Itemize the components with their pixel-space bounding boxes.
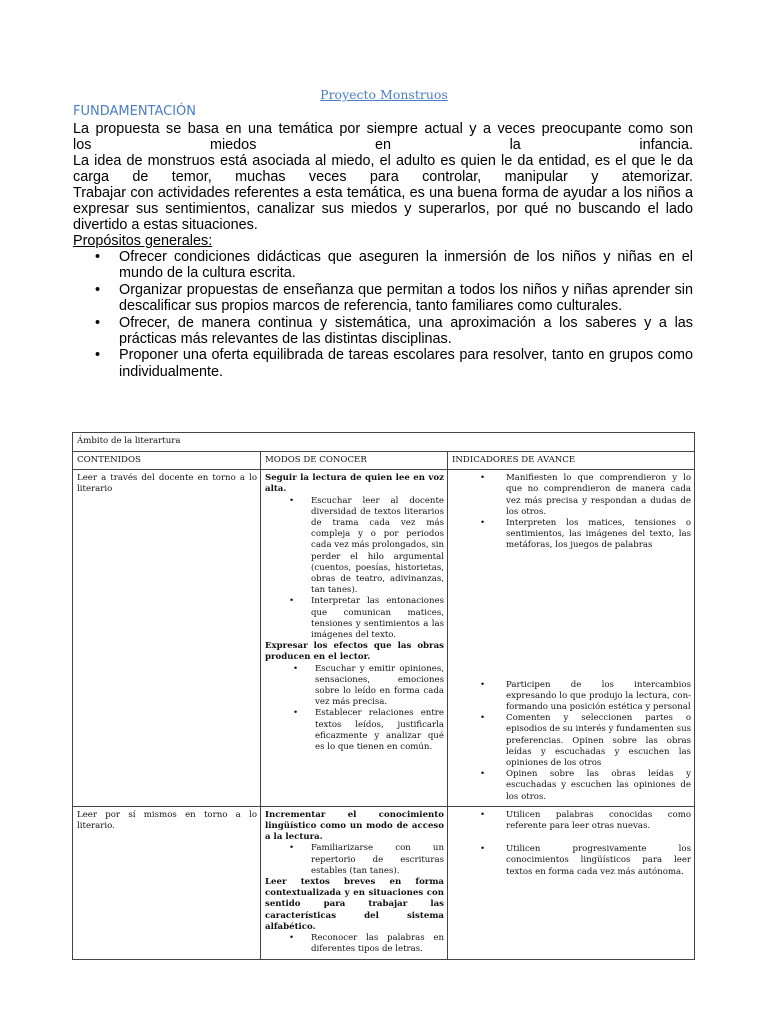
table-header-row bbox=[73, 452, 695, 470]
header-modos: MODOS DE CONOCER bbox=[261, 452, 448, 470]
table-row bbox=[73, 470, 695, 807]
list-item: • Organizar propuestas de enseñanza que permitan a todos los niños y niñas aprender sin descalificar sus propios marcos de referencia, tanto familiares como culturales. bbox=[95, 281, 693, 315]
list-item: • Utilicen palabras conocidas como referente para leer otras nuevas. bbox=[480, 809, 692, 832]
paragraph-2b: carga de temor, muchas veces para controlar, manipular y atemorizar. bbox=[73, 169, 693, 185]
row2-mode1-title: Incrementar el conocimiento lingüístico como un modo de acceso a la lectura. bbox=[265, 809, 444, 843]
bullet-icon: • bbox=[95, 314, 101, 331]
row1-mode2-list bbox=[265, 664, 444, 754]
section-heading: FUNDAMENTACIÓN bbox=[73, 104, 197, 119]
list-item: • Participen de los intercambios expresando lo que produjo la lectura, con-formando una posición estética y personal bbox=[480, 679, 692, 713]
row2-mode1-list bbox=[265, 843, 444, 877]
list-item: • Comenten y seleccionen partes o episodios de su interés y fundamenten sus preferencias. Opinen sobre las obras leídas y escuchadas y escuchen las opiniones de los otros bbox=[480, 713, 692, 769]
list-item: • Escuchar y emitir opiniones, sensaciones, emociones sobre lo leído en forma cada vez más precisa. bbox=[293, 663, 444, 708]
list-item: • Ofrecer, de manera continua y sistemática, una aproximación a los saberes y a las prácticas más relevantes de las distintas disciplinas. bbox=[95, 314, 693, 348]
paragraph-3: Trabajar con actividades referentes a esta temática, es una buena forma de ayudar a los niños a expresar sus sentimientos, canalizar sus miedos y superarlos, por qué no buscando el lado divertido a estas situaciones. bbox=[73, 185, 693, 234]
row2-indicators-list bbox=[452, 810, 691, 878]
paragraph-1a: La propuesta se basa en una temática por siempre actual y a veces preocupante como son bbox=[73, 121, 693, 137]
row1-content: Leer a través del docente en torno a lo literario bbox=[73, 470, 261, 807]
row2-mode2-list bbox=[265, 933, 444, 955]
row1-modes bbox=[261, 470, 448, 807]
list-item: • Interpretar las entonaciones que comunican matices, tensiones y sentimientos a las imágenes del texto. bbox=[289, 596, 444, 641]
table-row bbox=[73, 806, 695, 959]
header-contenidos: CONTENIDOS bbox=[73, 452, 261, 470]
row1-mode1-title: Seguir la lectura de quien lee en voz alta. bbox=[265, 473, 444, 495]
list-item: • Establecer relaciones entre textos leídos, justificarla eficazmente y analizar qué es lo que tienen en común. bbox=[293, 708, 444, 753]
bullet-icon: • bbox=[95, 249, 101, 265]
document-title: Proyecto Monstruos bbox=[320, 87, 448, 102]
list-item: • Familiarizarse con un repertorio de escrituras estables (tan tanes). bbox=[289, 843, 444, 876]
row1-indicators bbox=[448, 470, 695, 807]
paragraph-1b: los miedos en la infancia. bbox=[73, 137, 693, 153]
row2-content: Leer por sí mismos en torno a lo literario. bbox=[73, 806, 261, 959]
row1-mode2-title: Expresar los efectos que las obras producen en el lector. bbox=[265, 641, 444, 663]
row1-indicators-list-2 bbox=[452, 680, 691, 803]
list-item: • Interpreten los matices, tensiones o sentimientos, las imágenes del texto, las metáforas, los juegos de palabras bbox=[480, 518, 692, 551]
list-item: • Reconocer las palabras en diferentes tipos de letras. bbox=[289, 933, 444, 955]
purposes-title: Propósitos generales: bbox=[73, 233, 213, 249]
row2-indicators bbox=[448, 806, 695, 959]
paragraph-2a: La idea de monstruos está asociada al miedo, el adulto es quien le da entidad, es el que le da bbox=[73, 153, 693, 169]
header-indicadores: INDICADORES DE AVANCE bbox=[448, 452, 695, 470]
purposes-list bbox=[73, 249, 693, 380]
list-item: • Escuchar leer al docente diversidad de textos literarios de trama cada vez más compleja y o por periodos cada vez más prolongados, sin perder el hilo argumental (cuentos, poesías, historietas, obras de teatro, adivinanzas, tan tanes). bbox=[289, 495, 445, 596]
bullet-icon: • bbox=[95, 281, 101, 298]
content-table bbox=[72, 432, 695, 960]
row2-modes bbox=[261, 806, 448, 959]
row1-mode1-list bbox=[265, 496, 444, 642]
list-item: • Ofrecer condiciones didácticas que aseguren la inmersión de los niños y niñas en el mundo de la cultura escrita. bbox=[95, 249, 693, 282]
table-caption: Ámbito de la literartura bbox=[73, 433, 695, 452]
row2-mode2-title: Leer textos breves en forma contextualizada y en situaciones con sentido para trabajar las características del sistema alfabético. bbox=[265, 877, 444, 932]
list-item: • Proponer una oferta equilibrada de tareas escolares para resolver, tanto en grupos como individualmente. bbox=[95, 347, 693, 380]
table-caption-row bbox=[73, 433, 695, 452]
list-item: • Manifiesten lo que comprendieron y lo que no comprendieron de manera cada vez más precisa y respondan a dudas de los otros. bbox=[480, 473, 692, 517]
bullet-icon: • bbox=[95, 347, 101, 364]
list-item: • Opinen sobre las obras leídas y escuchadas y escuchen las opiniones de los otros. bbox=[480, 769, 692, 802]
list-item: • Utilicen progresivamente los conocimientos lingüísticos para leer textos en forma cada vez más autónoma. bbox=[480, 844, 692, 877]
row1-indicators-list-1 bbox=[452, 473, 691, 551]
